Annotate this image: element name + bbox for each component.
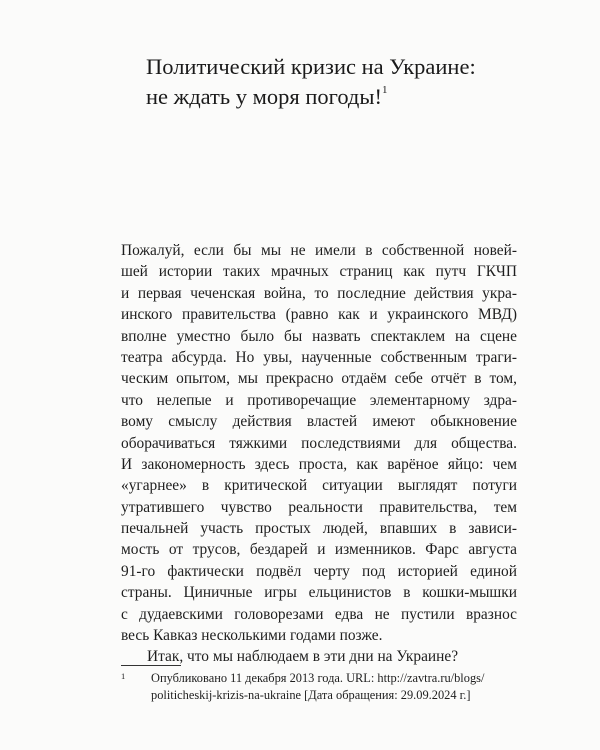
body-line: шей истории таких мрачных страниц как путч ГКЧП [121, 263, 517, 281]
body-line: ческим опытом, мы прекрасно отдаём себе отчёт в том, [121, 370, 517, 388]
body-line: и первая чеченская война, то последние действия укра- [121, 284, 517, 302]
chapter-title-line-2-text: не ждать у моря погоды! [146, 84, 382, 109]
body-line: «угарнее» в критической ситуации выглядят потуги [121, 477, 517, 495]
body-line: оборачиваться тяжкими последствиями для общества. [121, 434, 517, 452]
body-text [121, 240, 517, 668]
chapter-title-line-1: Политический кризис на Украине: [146, 54, 476, 79]
body-line: страны. Циничные игры ельцинистов в кошки-мышки [121, 584, 517, 602]
body-line: театра абсурда. Но увы, наученные собственным траги- [121, 348, 517, 366]
footnote-line-1: Опубликовано 11 декабря 2013 года. URL: http://zavtra.ru/blogs/ [151, 671, 485, 685]
footnote-mark: 1 [121, 671, 126, 681]
body-line: вполне уместно было бы назвать спектаклем на сцене [121, 327, 517, 345]
body-line: инского правительства (равно как и украинского МВД) [121, 306, 517, 324]
body-line: весь Кавказ несколькими годами позже. [121, 627, 383, 645]
body-paragraph-2: Итак, что мы наблюдаем в эти дни на Украине? [147, 648, 459, 666]
body-line: мость от трусов, бездарей и изменников. Фарс августа [121, 541, 517, 559]
chapter-title-line-2 [146, 82, 546, 112]
chapter-title [146, 52, 546, 112]
footnote-line-2: politicheskij-krizis-na-ukraine [Дата обращения: 29.09.2024 г.] [151, 688, 471, 702]
body-line: что нелепые и противоречащие элементарному здра- [121, 391, 517, 409]
body-line: утратившего чувство реальности правительства, тем [121, 498, 517, 516]
footnote-reference[interactable]: 1 [381, 84, 388, 96]
body-line: Пожалуй, если бы мы не имели в собственной новей- [121, 242, 517, 259]
body-line: 91-го фактически подвёл черту под историей единой [121, 562, 517, 580]
body-line: с дудаевскими головорезами едва не пустили вразнос [121, 605, 517, 623]
body-line: печальней участь простых людей, впавших в зависи- [121, 520, 517, 538]
body-line: И закономерность здесь проста, как варёное яйцо: чем [121, 455, 517, 473]
body-line: вому смыслу действия властей имеют обыкновение [121, 413, 517, 431]
footnote [121, 670, 517, 704]
footnote-divider [121, 665, 181, 666]
